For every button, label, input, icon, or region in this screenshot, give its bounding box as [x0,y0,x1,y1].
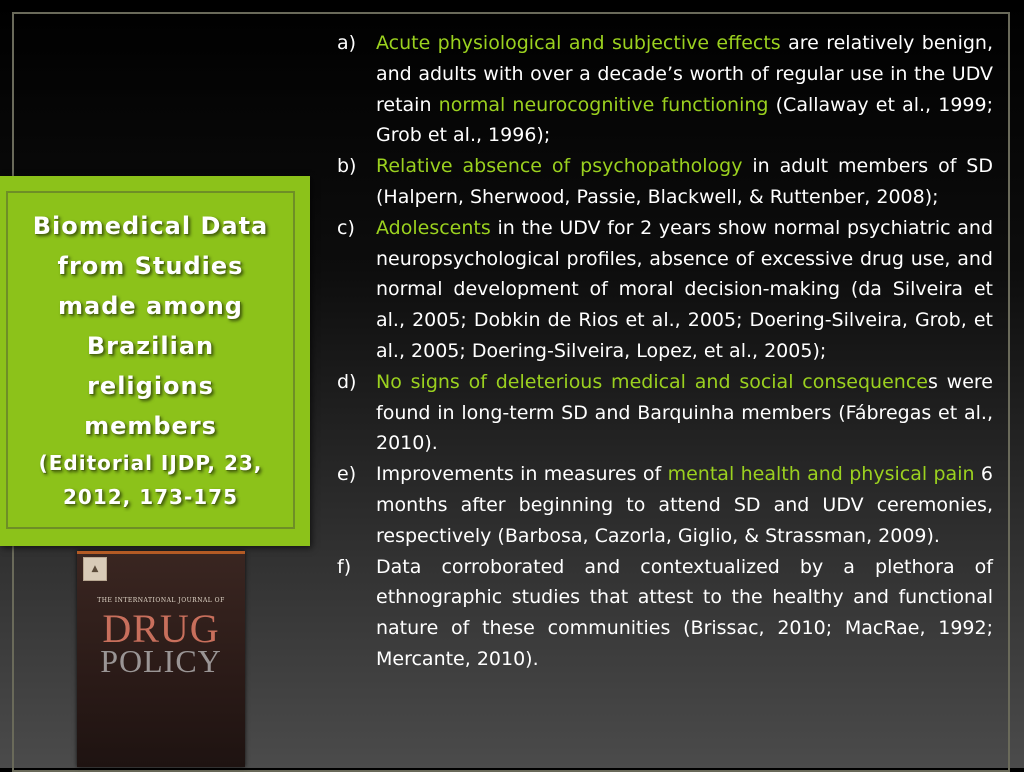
list-marker: f) [337,555,352,578]
findings-list [337,28,993,675]
body-text: 6 months after beginning to attend SD and UDV ceremonies, respectively (Barbosa, Cazorla, Giglio, & Strassman, 2009). [376,463,993,547]
journal-cover-image [77,551,245,767]
highlighted-text: normal neurocognitive functioning [438,93,769,116]
title-line: from Studies [57,252,244,280]
finding-item [337,367,993,459]
title-panel-inner [6,191,295,529]
finding-item [337,28,993,151]
list-marker: c) [337,216,355,239]
highlighted-text: mental health and physical pain [667,463,975,486]
list-marker: e) [337,463,357,486]
highlighted-text: Adolescents [376,216,491,239]
finding-item [337,459,993,551]
list-marker: b) [337,155,357,178]
cover-subtitle: THE INTERNATIONAL JOURNAL OF [97,597,225,604]
highlighted-text: Relative [376,155,463,178]
body-text: in adult members of SD (Halpern, Sherwood, Passie, Blackwell, & Ruttenber, 2008); [376,155,993,208]
title-line: religions [87,372,214,400]
body-text: Improvements in measures of [376,463,668,486]
highlighted-text: Acute physiological and subjective effects [376,32,781,54]
highlighted-text: No signs of deleterious medical and social consequence [376,370,928,393]
body-text: (Callaway et al., 1999; Grob et al., 1996); [376,93,993,147]
finding-item [337,151,993,213]
body-text: Data corroborated and contextualized by a plethora of ethnographic studies that attest to the healthy and functional nature of these communities (Brissac, 2010; MacRae, 1992; Mercante, 2010). [376,555,993,670]
citation-line: (Editorial IJDP, 23, [38,451,263,475]
list-marker: d) [337,370,357,393]
cover-title-drug: DRUG [102,606,220,651]
title-line: Brazilian [86,332,215,360]
finding-item [337,552,993,675]
title-panel [0,176,310,546]
cover-accent-bar [77,551,245,554]
citation-line: 2012, 173-175 [62,485,239,509]
title-line: made among [58,292,243,320]
body-text: s were found in long-term SD and Barquinha members (Fábregas et al., 2010). [376,370,993,455]
cover-title-policy: POLICY [100,643,222,679]
title-line: Biomedical Data [32,212,269,240]
list-marker: a) [337,32,357,54]
title-line: members [84,412,217,440]
highlighted-text: absence of psychopathology [462,155,743,178]
finding-item [337,213,993,367]
elsevier-tree-icon: ▲ [83,557,107,581]
body-text: are relatively benign, and adults with over a decade’s worth of regular use in the UDV retain [376,32,994,116]
body-text: in the UDV for 2 years show normal psychiatric and neuropsychological profiles, absence of excessive drug use, and normal development of moral decision-making (da Silveira et al., 2005; Dobkin de Rios et al., 2005; Doering-Silveira, Grob, et al., 2005; Doering-Silveira, Lopez, et al., 2005); [376,216,993,362]
